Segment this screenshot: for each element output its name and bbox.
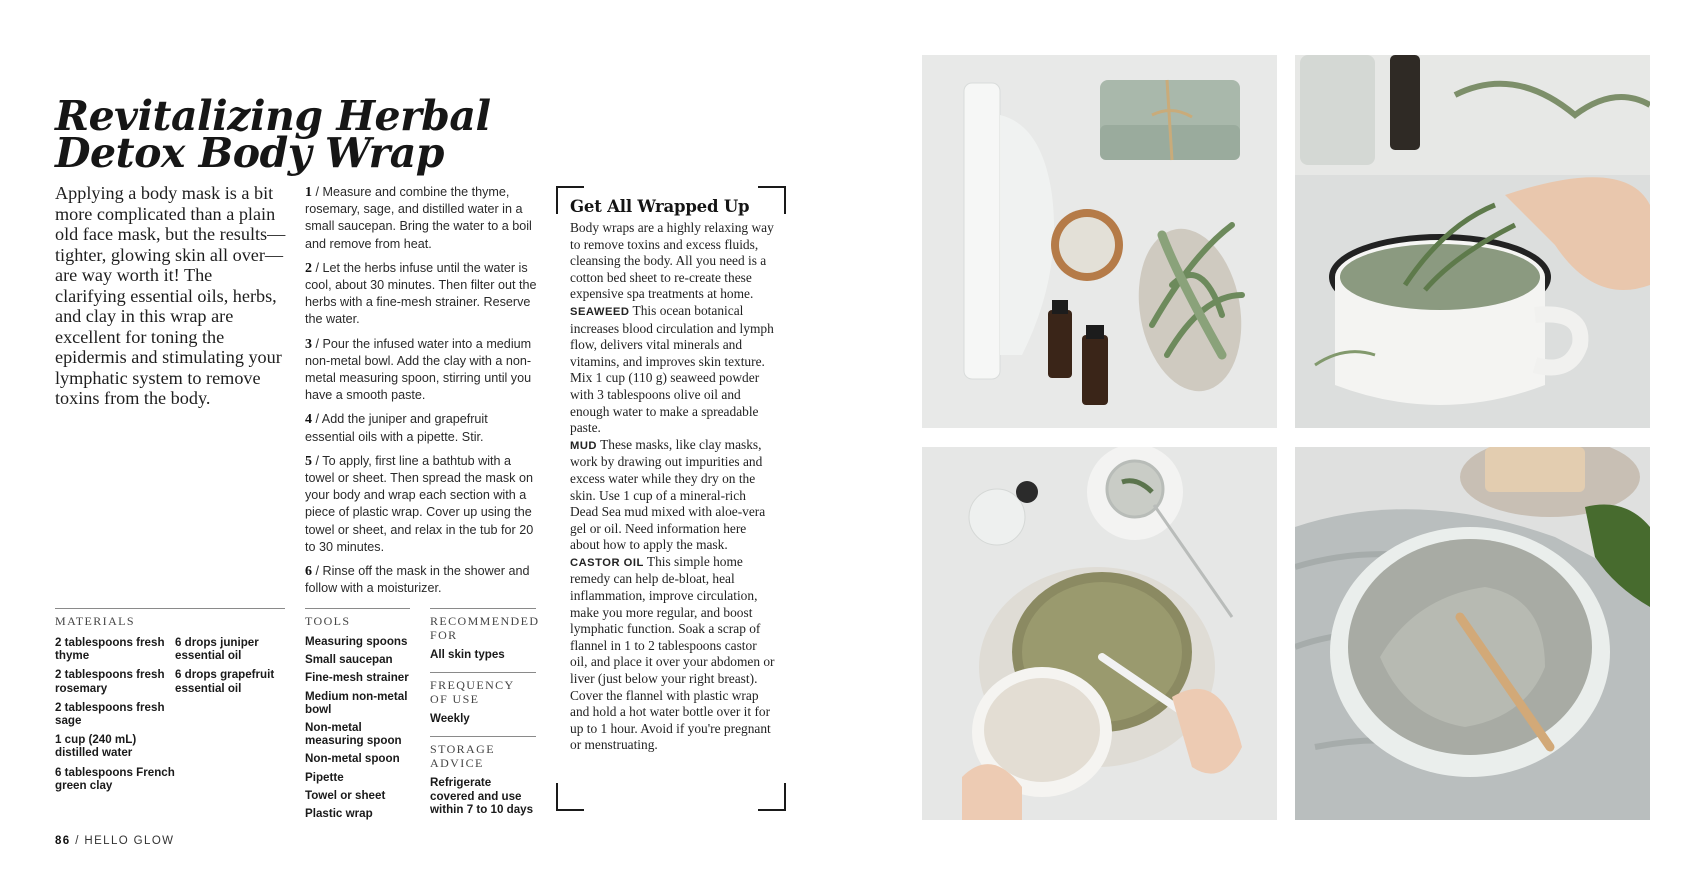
usage-info bbox=[430, 608, 540, 822]
step-6: 6 / Rinse off the mask in the shower and follow with a moisturizer. bbox=[305, 564, 530, 596]
page-title bbox=[55, 92, 525, 177]
photo-mixing-clay bbox=[922, 447, 1277, 820]
list-item: Pipette bbox=[305, 770, 344, 784]
list-item: Fine-mesh strainer bbox=[305, 671, 409, 685]
divider bbox=[430, 672, 536, 673]
recommended-value: All skin types bbox=[430, 648, 505, 661]
sidebar-intro: Body wraps are a highly relaxing way to remove toxins and excess fluids, cleansing the body. All you need is a cotton bed sheet to re-create these expensive spa treatments at home. bbox=[570, 220, 774, 302]
step-4: 4 / Add the juniper and grapefruit essential oils with a pipette. Stir. bbox=[305, 412, 488, 444]
photo-ingredients-flatlay bbox=[922, 55, 1277, 428]
materials-col-2 bbox=[175, 636, 280, 798]
corner-bracket bbox=[758, 783, 786, 811]
step-5: 5 / To apply, first line a bathtub with a towel or sheet. Then spread the mask on your body and wrap each section with a piece of plastic wrap. Cover up using the towel or sheet, and relax in the tub for 20 to 30 minutes. bbox=[305, 453, 534, 554]
step-2: 2 / Let the herbs infuse until the water is cool, about 30 minutes. Then filter out the herbs with a fine-mesh strainer. Reserve the water. bbox=[305, 260, 537, 327]
instruction-steps bbox=[305, 184, 537, 604]
list-item: 1 cup (240 mL) distilled water bbox=[55, 733, 137, 760]
recommended-label: RECOMMENDED FOR bbox=[430, 614, 540, 642]
list-item: Plastic wrap bbox=[305, 807, 373, 821]
list-item: 6 drops juniper essential oil bbox=[175, 636, 259, 663]
storage-label: STORAGE ADVICE bbox=[430, 742, 495, 771]
list-item: Small saucepan bbox=[305, 653, 393, 667]
list-item: Towel or sheet bbox=[305, 788, 386, 802]
tools-label: TOOLS bbox=[305, 614, 351, 628]
list-item: Non-metal measuring spoon bbox=[305, 721, 402, 748]
title-line-1: Revitalizing Herbal bbox=[55, 92, 491, 140]
sidebar-mud: MUD These masks, like clay masks, work by drawing out impurities and excess water while they dry on the skin. Use 1 cup of a mineral-rich Dead Sea mud mixed with aloe-vera gel or oil. Need information here about how to apply the mask. bbox=[570, 436, 766, 553]
tools-section bbox=[305, 608, 410, 825]
sidebar-seaweed: SEAWEED This ocean botanical increases blood circulation and lymph flow, delivers vital minerals and vitamins, and improves skin texture. Mix 1 cup (110 g) seaweed powder with 3 tablespoons olive oil and enough water to make a spreadable paste. bbox=[570, 302, 774, 436]
title-line-2: Detox Body Wrap bbox=[55, 129, 444, 177]
list-item: 2 tablespoons fresh thyme bbox=[55, 636, 165, 663]
list-item: Medium non-metal bowl bbox=[305, 689, 408, 716]
materials-col-1 bbox=[55, 636, 175, 798]
divider bbox=[430, 736, 536, 737]
page-footer bbox=[55, 835, 174, 847]
materials-section bbox=[55, 608, 285, 798]
sidebar-title: Get All Wrapped Up bbox=[570, 197, 750, 216]
list-item: 6 drops grapefruit essential oil bbox=[175, 668, 275, 695]
step-3: 3 / Pour the infused water into a medium non-metal bowl. Add the clay with a non-metal measuring spoon, stirring until you have a smooth paste. bbox=[305, 336, 532, 403]
page-number: 86 bbox=[55, 835, 71, 847]
list-item: Non-metal spoon bbox=[305, 752, 400, 766]
photo-clay-paste-bowl bbox=[1295, 447, 1650, 820]
divider bbox=[55, 608, 285, 609]
list-item: Measuring spoons bbox=[305, 635, 408, 648]
divider bbox=[305, 608, 410, 609]
intro-paragraph: Applying a body mask is a bit more complicated than a plain old face mask, but the results—tighter, glowing skin all over—are way worth it! The clarifying essential oils, herbs, and clay in this wrap are excellent for toning the epidermis and stimulating your lymphatic system to remove toxins from the body. bbox=[55, 183, 286, 408]
materials-label: MATERIALS bbox=[55, 614, 135, 628]
list-item: 2 tablespoons fresh sage bbox=[55, 700, 165, 728]
photo-herbs-in-pot bbox=[1295, 55, 1650, 428]
frequency-value: Weekly bbox=[430, 712, 470, 726]
frequency-label: FREQUENCY OF USE bbox=[430, 678, 515, 707]
book-title: / HELLO GLOW bbox=[70, 835, 175, 847]
sidebar-castor-oil: CASTOR OIL This simple home remedy can help de-bloat, heal inflammation, improve circulation, make you more regular, and boost lymphatic function. Soak a scrap of flannel in 1 to 2 tablespoons castor oil, and place it over your abdomen or liver (just below your right breast). Cover the flannel with plastic wrap and hold a hot water bottle over it for up to 1 hour. Avoid if you're pregnant or menstruating. bbox=[570, 553, 775, 753]
step-1: 1 / Measure and combine the thyme, rosemary, sage, and distilled water in a small saucepan. Bring the water to a boil and remove from heat. bbox=[305, 185, 532, 251]
divider bbox=[430, 608, 536, 609]
storage-value: Refrigerate covered and use within 7 to 10 days bbox=[430, 776, 534, 816]
list-item: 6 tablespoons French green clay bbox=[55, 765, 175, 792]
corner-bracket bbox=[556, 783, 584, 811]
sidebar-box bbox=[556, 186, 786, 811]
list-item: 2 tablespoons fresh rosemary bbox=[55, 668, 165, 695]
